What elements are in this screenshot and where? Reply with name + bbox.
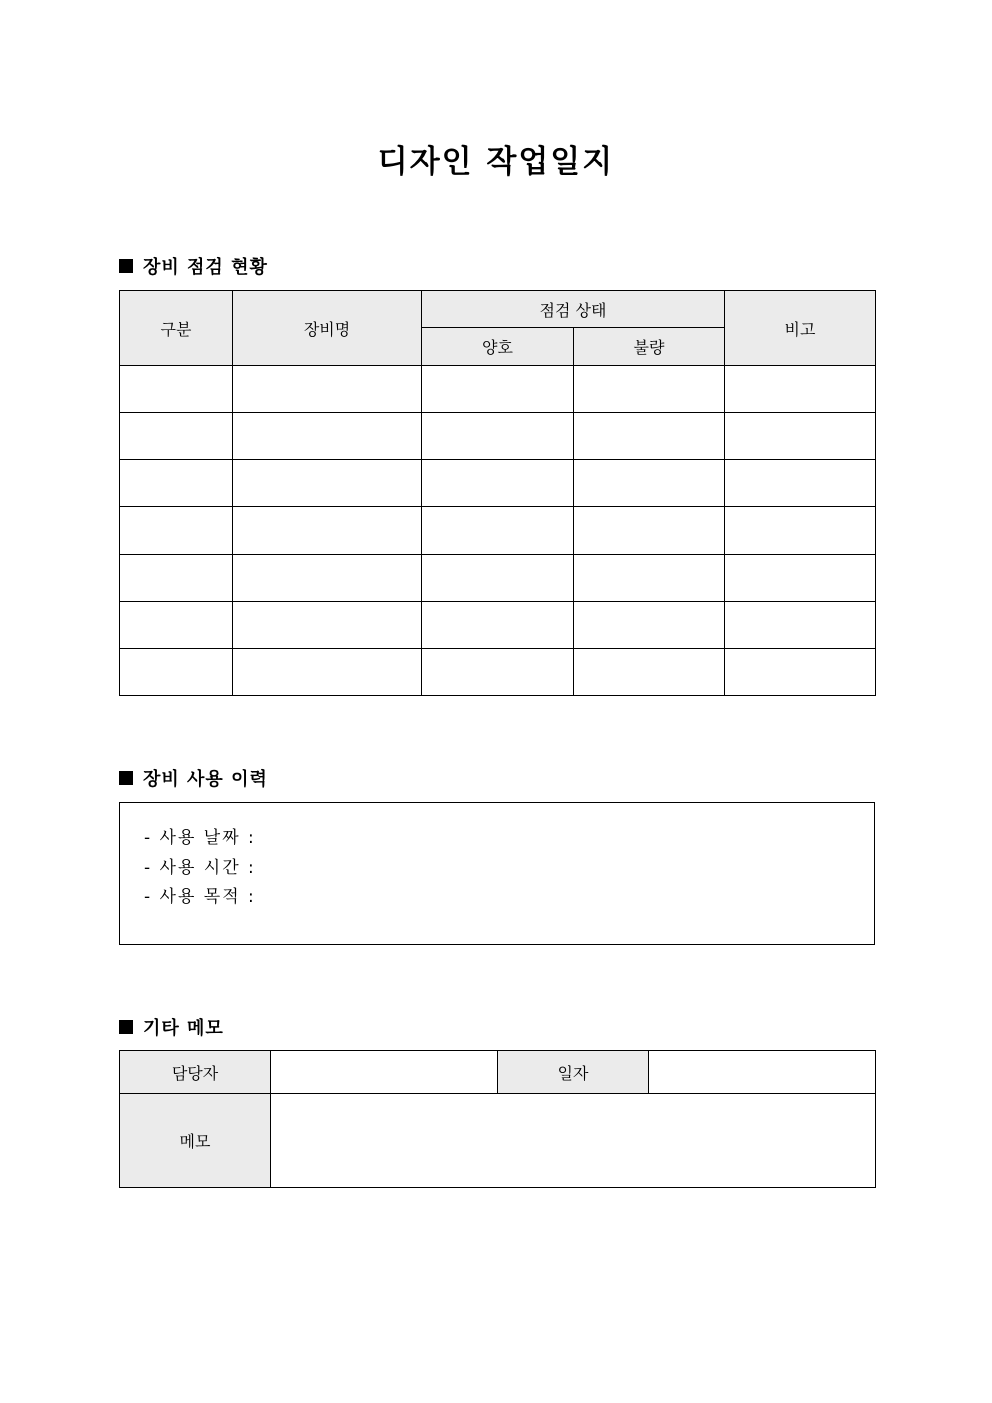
- table-cell[interactable]: [120, 507, 233, 555]
- table-cell[interactable]: [120, 602, 233, 649]
- section-other-memo-heading: [119, 1014, 224, 1040]
- memo-label: 메모: [120, 1094, 271, 1188]
- header-remarks: 비고: [725, 291, 876, 366]
- table-cell[interactable]: [120, 366, 233, 413]
- section-heading-text: 장비 점검 현황: [143, 257, 268, 278]
- table-row: [120, 413, 876, 460]
- table-row: [120, 649, 876, 696]
- header-bad: 불량: [574, 328, 725, 366]
- date-label: 일자: [498, 1051, 649, 1094]
- table-cell[interactable]: [120, 413, 233, 460]
- table-cell[interactable]: [725, 366, 876, 413]
- table-cell[interactable]: [725, 649, 876, 696]
- section-heading-text: 기타 메모: [143, 1018, 224, 1039]
- square-bullet-icon: [119, 1020, 133, 1034]
- table-cell[interactable]: [725, 460, 876, 507]
- table-cell[interactable]: [422, 507, 574, 555]
- table-cell[interactable]: [233, 460, 422, 507]
- table-cell[interactable]: [725, 413, 876, 460]
- table-cell[interactable]: [233, 649, 422, 696]
- square-bullet-icon: [119, 259, 133, 273]
- table-cell[interactable]: [574, 460, 725, 507]
- table-cell[interactable]: [574, 507, 725, 555]
- square-bullet-icon: [119, 771, 133, 785]
- table-row: [120, 460, 876, 507]
- table-row: [120, 555, 876, 602]
- section-heading-text: 장비 사용 이력: [143, 769, 268, 790]
- table-cell[interactable]: [422, 413, 574, 460]
- memo-table: [119, 1050, 876, 1188]
- date-field[interactable]: [649, 1051, 876, 1094]
- table-cell[interactable]: [574, 413, 725, 460]
- usage-purpose-line[interactable]: - 사용 목적 :: [144, 887, 256, 907]
- table-cell[interactable]: [120, 649, 233, 696]
- usage-time-line[interactable]: - 사용 시간 :: [144, 858, 256, 878]
- memo-field[interactable]: [271, 1094, 876, 1188]
- table-cell[interactable]: [233, 602, 422, 649]
- header-good: 양호: [422, 328, 574, 366]
- table-cell[interactable]: [725, 602, 876, 649]
- section-usage-history-heading: [119, 765, 268, 791]
- table-cell[interactable]: [574, 555, 725, 602]
- table-cell[interactable]: [574, 649, 725, 696]
- table-row: [120, 366, 876, 413]
- table-cell[interactable]: [574, 602, 725, 649]
- table-cell[interactable]: [725, 507, 876, 555]
- table-cell[interactable]: [120, 555, 233, 602]
- table-cell[interactable]: [725, 555, 876, 602]
- table-cell[interactable]: [422, 649, 574, 696]
- table-cell[interactable]: [422, 602, 574, 649]
- usage-history-box: [119, 802, 875, 945]
- header-equipment-name: 장비명: [233, 291, 422, 366]
- table-row: [120, 507, 876, 555]
- table-cell[interactable]: [422, 366, 574, 413]
- manager-label: 담당자: [120, 1051, 271, 1094]
- header-category: 구분: [120, 291, 233, 366]
- page-title: 디자인 작업일지: [377, 144, 615, 180]
- table-cell[interactable]: [120, 460, 233, 507]
- section-equipment-check-heading: [119, 253, 268, 279]
- table-row: [120, 602, 876, 649]
- manager-field[interactable]: [271, 1051, 498, 1094]
- table-cell[interactable]: [574, 366, 725, 413]
- table-cell[interactable]: [422, 555, 574, 602]
- usage-date-line[interactable]: - 사용 날짜 :: [144, 828, 256, 848]
- table-cell[interactable]: [233, 555, 422, 602]
- table-cell[interactable]: [233, 366, 422, 413]
- header-inspection-status: 점검 상태: [422, 291, 725, 328]
- table-cell[interactable]: [233, 507, 422, 555]
- table-cell[interactable]: [422, 460, 574, 507]
- table-cell[interactable]: [233, 413, 422, 460]
- equipment-check-table: [119, 290, 876, 696]
